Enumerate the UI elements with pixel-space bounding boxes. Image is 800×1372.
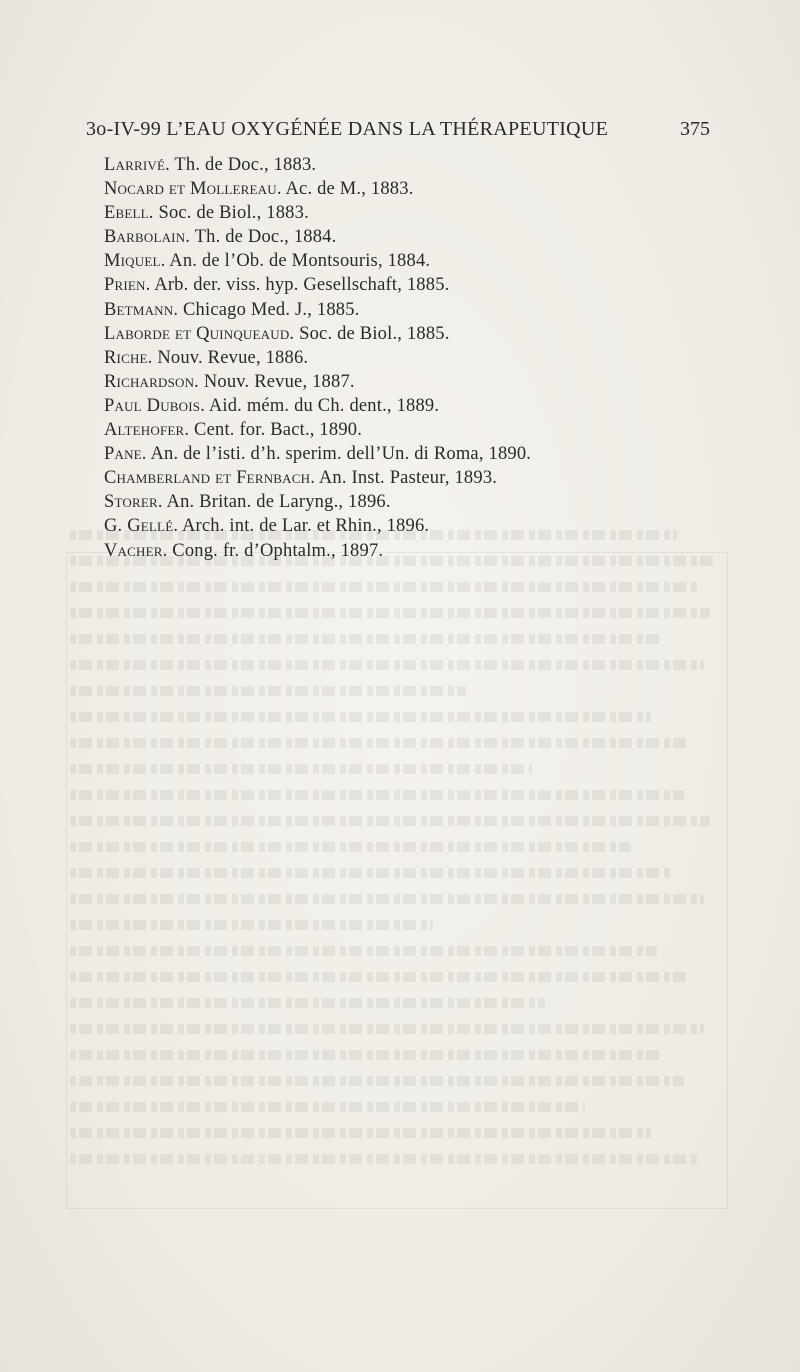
bibliography-entry: [104, 418, 704, 442]
entry-author: Barbolain.: [104, 227, 191, 248]
bibliography-entry: [104, 442, 704, 466]
entry-author: Pane.: [104, 444, 147, 465]
bibliography-entry: [104, 273, 704, 297]
entry-author: Storer.: [104, 492, 163, 513]
bibliography-entry: [104, 249, 704, 273]
entry-author: Altehofer.: [104, 420, 190, 441]
entry-details: Cent. for. Bact., 1890.: [189, 420, 363, 441]
entry-author: Riche.: [104, 347, 153, 368]
entry-author: Chamberland et Fernbach.: [104, 468, 316, 489]
entry-details: Nouv. Revue, 1886.: [152, 347, 309, 368]
bibliography-entry: [104, 346, 704, 370]
bleed-through-text: [70, 530, 730, 1210]
bibliography-entry: [104, 298, 704, 322]
entry-details: Chicago Med. J., 1885.: [178, 299, 360, 320]
entry-author: Nocard et Mollereau.: [104, 179, 282, 200]
bibliography-entry: [104, 490, 704, 514]
bibliography-list: [104, 153, 704, 563]
bibliography-entry: [104, 201, 704, 225]
bibliography-entry: [104, 322, 704, 346]
page-header: [86, 118, 726, 148]
entry-author: Betmann.: [104, 299, 179, 320]
entry-details: An. de l’isti. d’h. sperim. dell’Un. di Roma, 1890.: [146, 444, 532, 465]
bibliography-entry: [104, 370, 704, 394]
entry-author: Paul Dubois.: [104, 395, 206, 416]
entry-details: Soc. de Biol., 1885.: [294, 323, 450, 344]
bibliography-entry: [104, 514, 704, 538]
entry-details: An. Inst. Pasteur, 1893.: [315, 468, 498, 489]
entry-details: Nouv. Revue, 1887.: [199, 371, 355, 392]
bibliography-entry: [104, 225, 704, 249]
entry-details: Cong. fr. d’Ophtalm., 1897.: [167, 540, 384, 561]
bibliography-entry: [104, 466, 704, 490]
entry-details: Arch. int. de Lar. et Rhin., 1896.: [178, 516, 430, 537]
bleed-through-frame: [66, 552, 728, 1209]
entry-author: Larrivé.: [104, 155, 170, 175]
entry-author: G. Gellé.: [104, 516, 179, 537]
bibliography-entry: [104, 394, 704, 418]
entry-details: Ac. de M., 1883.: [281, 179, 414, 200]
entry-author: Richardson.: [104, 371, 200, 392]
entry-author: Ebell.: [104, 203, 154, 224]
entry-details: An. Britan. de Laryng., 1896.: [162, 492, 391, 513]
entry-details: An. de l’Ob. de Montsouris, 1884.: [165, 251, 431, 272]
running-head: 3o-IV-99 L’EAU OXYGÉNÉE DANS LA THÉRAPEUTIQUE: [86, 118, 609, 140]
bibliography-entry: [104, 539, 704, 563]
entry-details: Arb. der. viss. hyp. Gesellschaft, 1885.: [150, 275, 450, 296]
page-number: 375: [680, 118, 710, 140]
entry-author: Vacher.: [104, 540, 168, 561]
bibliography-entry: [104, 153, 704, 177]
entry-details: Th. de Doc., 1884.: [190, 227, 337, 248]
entry-author: Prien.: [104, 275, 151, 296]
bibliography-entry: [104, 177, 704, 201]
entry-author: Laborde et Quinqueaud.: [104, 323, 295, 344]
entry-details: Th. de Doc., 1883.: [169, 155, 317, 175]
entry-details: Aid. mém. du Ch. dent., 1889.: [205, 395, 440, 416]
entry-details: Soc. de Biol., 1883.: [153, 203, 309, 224]
entry-author: Miquel.: [104, 251, 166, 272]
